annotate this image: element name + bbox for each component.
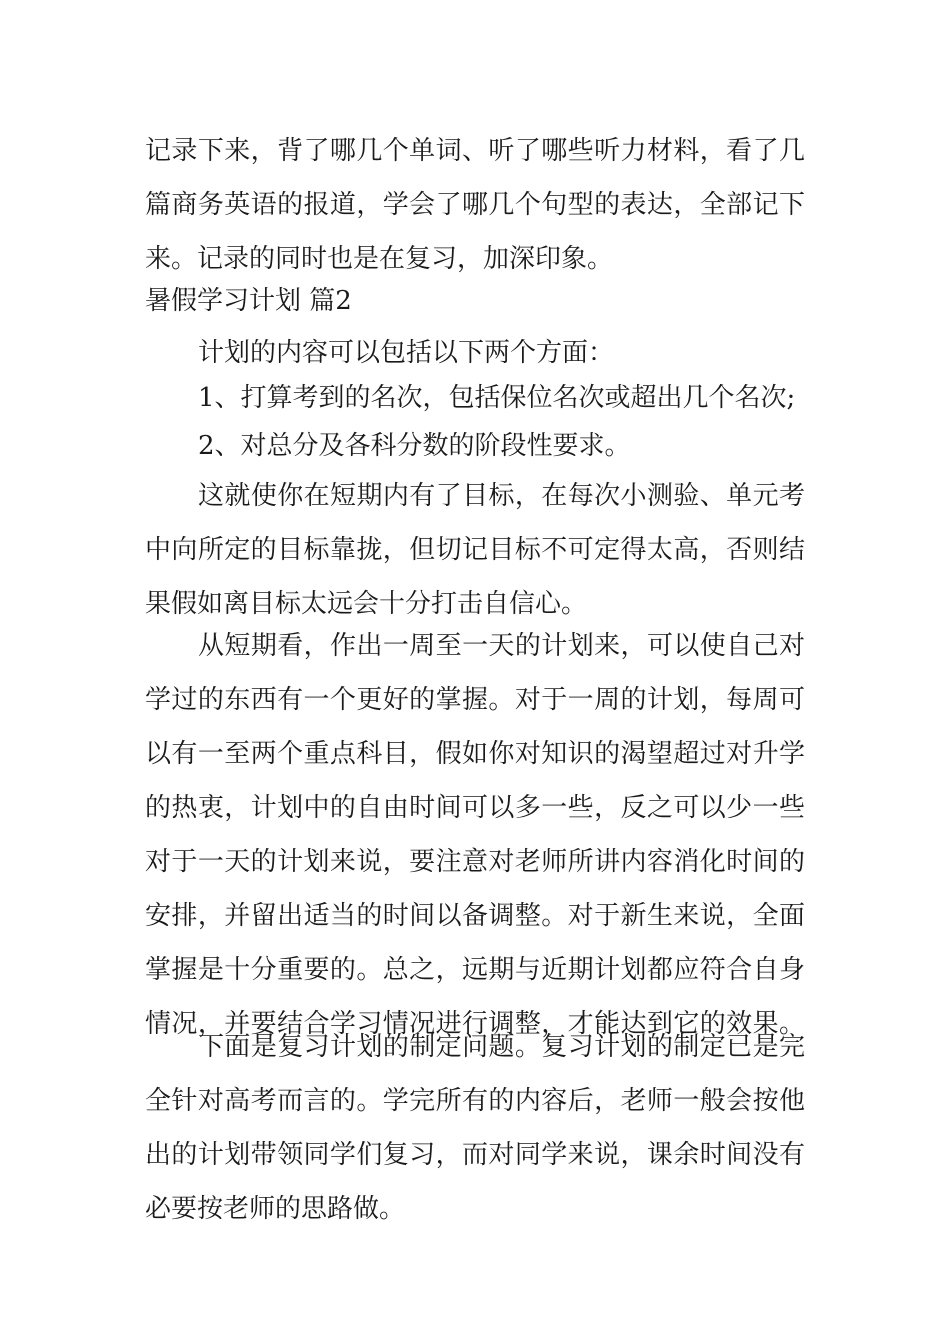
paragraph-line: 安排，并留出适当的时间以备调整。对于新生来说，全面 <box>145 901 805 931</box>
paragraph-line: 从短期看，作出一周至一天的计划来，可以使自己对 <box>198 631 805 661</box>
intro-paragraph <box>145 124 805 286</box>
paragraph-line: 篇商务英语的报道，学会了哪几个句型的表达，全部记下 <box>145 190 805 220</box>
paragraph-line: 必要按老师的思路做。 <box>145 1194 406 1224</box>
paragraph-line: 记录下来，背了哪几个单词、听了哪些听力材料，看了几 <box>145 136 805 166</box>
paragraph-review <box>145 1020 805 1236</box>
paragraph-line: 对于一天的计划来说，要注意对老师所讲内容消化时间的 <box>145 847 805 877</box>
paragraph-line: 以有一至两个重点科目，假如你对知识的渴望超过对升学 <box>145 739 805 769</box>
plan-intro: 计划的内容可以包括以下两个方面： <box>198 338 615 368</box>
paragraph-line: 中向所定的目标靠拢，但切记目标不可定得太高，否则结 <box>145 535 805 565</box>
paragraph-line: 掌握是十分重要的。总之，远期与近期计划都应符合自身 <box>145 955 805 985</box>
paragraph-line: 果假如离目标太远会十分打击自信心。 <box>145 589 588 619</box>
paragraph-line: 的热衷，计划中的自由时间可以多一些，反之可以少一些 <box>145 793 805 823</box>
paragraph-line: 这就使你在短期内有了目标，在每次小测验、单元考 <box>198 481 805 511</box>
plan-item-1: 1、打算考到的名次，包括保位名次或超出几个名次; <box>198 383 796 413</box>
paragraph-line: 情况，并要结合学习情况进行调整，才能达到它的效果。 <box>145 1009 805 1039</box>
paragraph-goals <box>145 469 805 631</box>
paragraph-line: 来。记录的同时也是在复习，加深印象。 <box>145 244 614 274</box>
paragraph-line: 全针对高考而言的。学完所有的内容后，老师一般会按他 <box>145 1086 805 1116</box>
section-heading: 暑假学习计划 篇2 <box>145 286 352 316</box>
paragraph-short-term <box>145 619 805 1051</box>
paragraph-line: 学过的东西有一个更好的掌握。对于一周的计划，每周可 <box>145 685 805 715</box>
plan-item-2: 2、对总分及各科分数的阶段性要求。 <box>198 431 631 461</box>
paragraph-line: 下面是复习计划的制定问题。复习计划的制定已是完 <box>198 1032 805 1062</box>
paragraph-line: 出的计划带领同学们复习，而对同学来说，课余时间没有 <box>145 1140 805 1170</box>
